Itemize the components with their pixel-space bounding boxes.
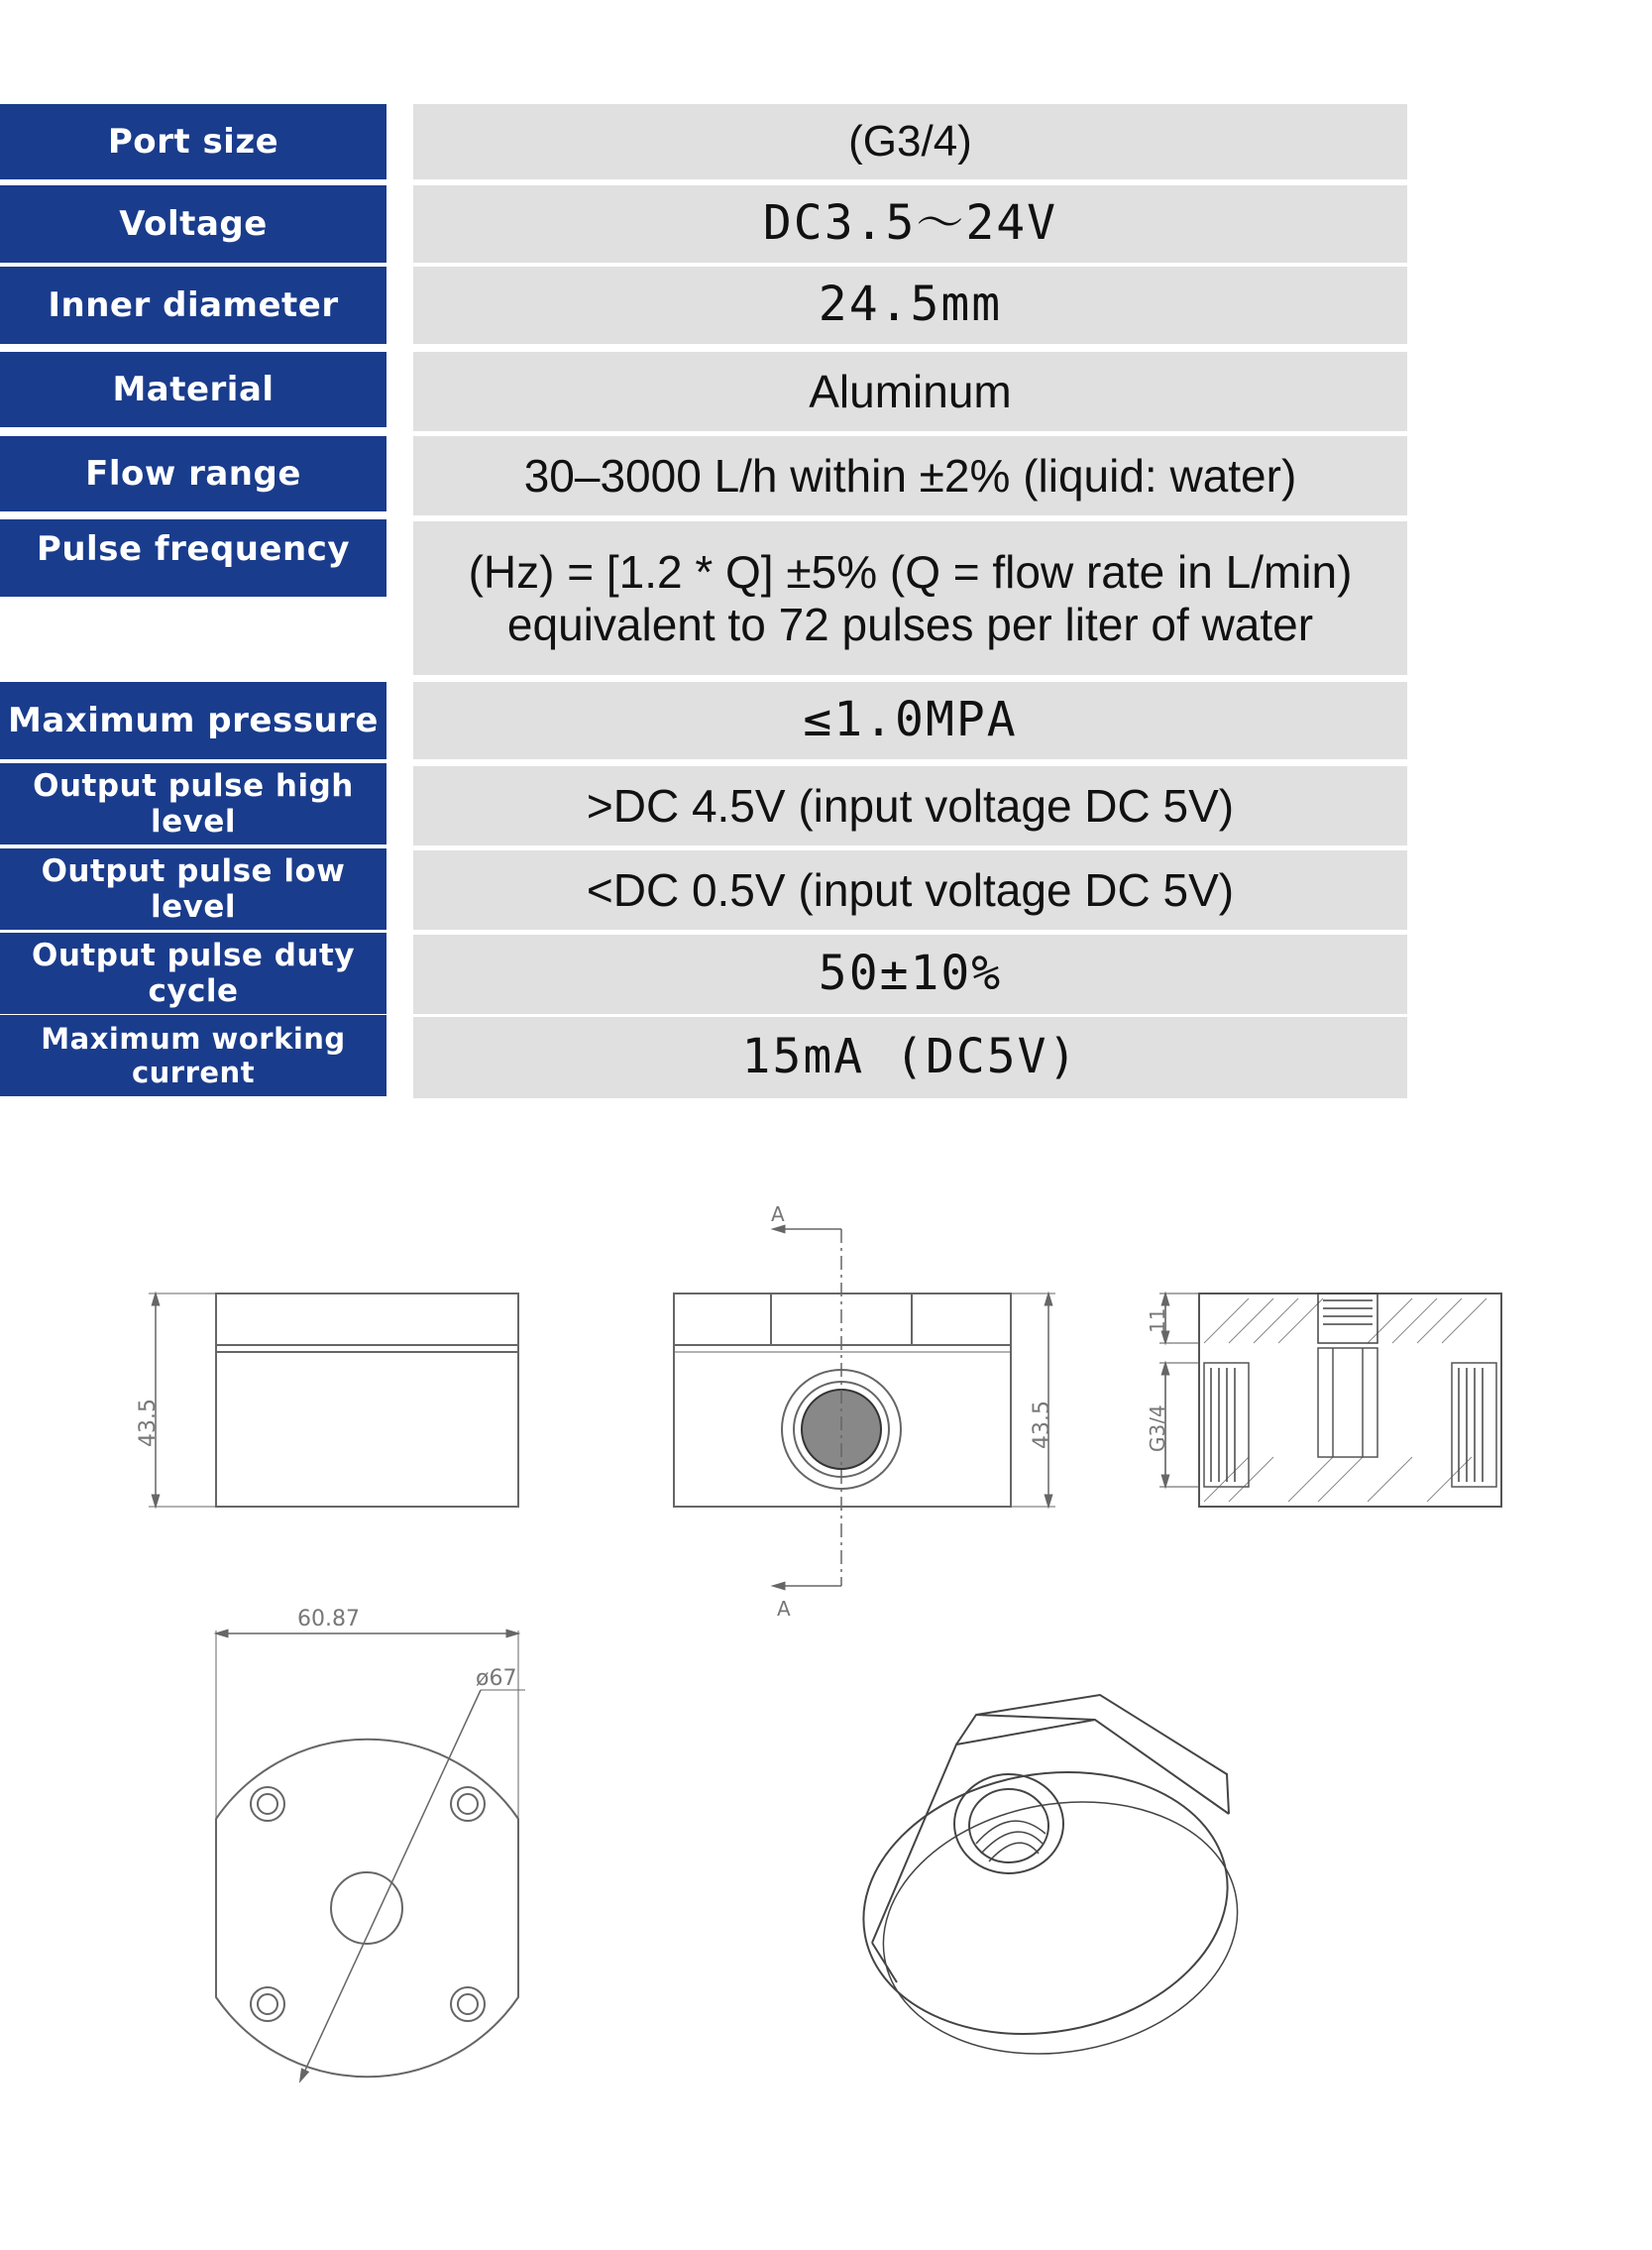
dimension-width: 60.87	[297, 1607, 360, 1631]
pulse-frequency-line-1: (Hz) = [1.2 * Q] ±5% (Q = flow rate in L/min)	[468, 545, 1353, 598]
spec-value: 15mA (DC5V)	[413, 1017, 1407, 1098]
spec-label: Pulse frequency	[0, 519, 386, 597]
spec-value: 24.5mm	[413, 267, 1407, 344]
spec-label: Maximum pressure	[0, 682, 386, 759]
spec-value: ≤1.0MPA	[413, 682, 1407, 759]
spec-label: Flow range	[0, 436, 386, 511]
spec-value: DC3.5～24V	[413, 185, 1407, 263]
side-view-drawing	[149, 1294, 518, 1507]
bolt-icon	[251, 1787, 485, 2021]
spec-label: Output pulse duty cycle	[0, 933, 386, 1014]
section-label-top: A	[771, 1202, 785, 1226]
pulse-frequency-line-2: equivalent to 72 pulses per liter of water	[506, 598, 1314, 650]
spec-value: 50±10%	[413, 935, 1407, 1014]
dimension-height-front: 43.5	[1030, 1401, 1054, 1449]
spec-value: (G3/4)	[413, 104, 1407, 179]
spec-value: 30–3000 L/h within ±2% (liquid: water)	[413, 436, 1407, 515]
spec-value: >DC 4.5V (input voltage DC 5V)	[413, 766, 1407, 845]
spec-value: <DC 0.5V (input voltage DC 5V)	[413, 850, 1407, 930]
spec-label: Maximum working current	[0, 1015, 386, 1096]
dimension-thread-depth: 11	[1146, 1307, 1169, 1333]
dimension-thread-size: G3/4	[1146, 1405, 1169, 1452]
dimension-diameter: ø67	[476, 1666, 517, 1691]
dimension-height-left: 43.5	[136, 1399, 161, 1447]
section-view-drawing	[1159, 1294, 1501, 1507]
spec-label: Voltage	[0, 185, 386, 263]
spec-value: Aluminum	[413, 352, 1407, 431]
spec-label: Port size	[0, 104, 386, 179]
spec-label: Material	[0, 352, 386, 427]
isometric-view-drawing	[842, 1695, 1258, 2081]
section-label-bottom: A	[777, 1597, 791, 1621]
front-view-drawing	[674, 1229, 1055, 1586]
spec-label: Output pulse high level	[0, 763, 386, 844]
spec-label: Inner diameter	[0, 267, 386, 344]
top-view-drawing	[216, 1631, 525, 2077]
spec-label: Output pulse low level	[0, 848, 386, 930]
